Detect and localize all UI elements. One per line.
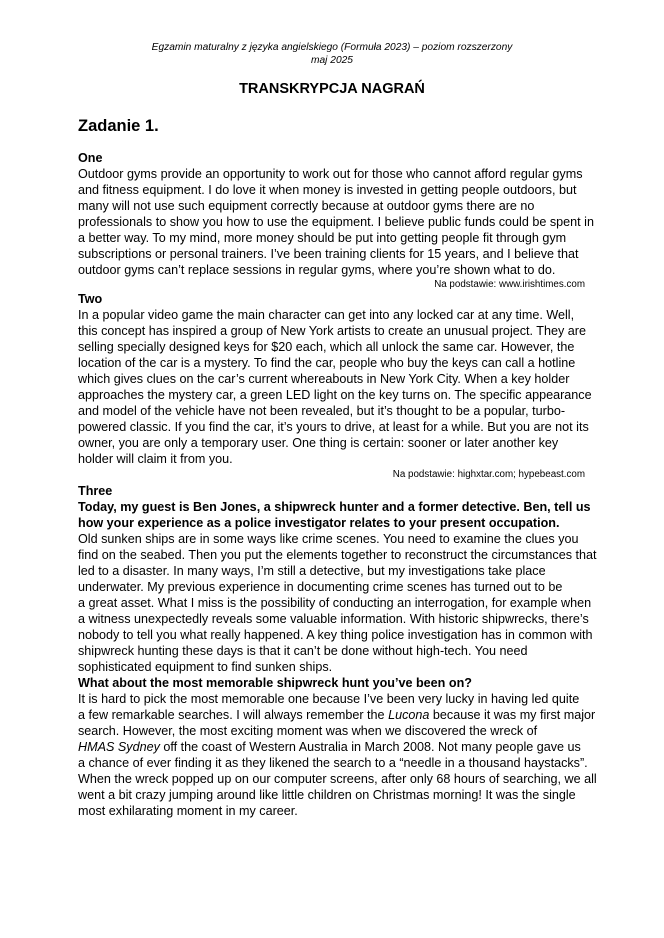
section-one-heading: One — [78, 151, 103, 165]
text-line: a better way. To my mind, more money should be put into getting people fit through gym — [78, 231, 567, 245]
text-line: owner, you are only a temporary user. One thing is certain: sooner or later another key — [78, 436, 559, 450]
text-line: underwater. My previous experience in documenting crime scenes has turned out to be — [78, 580, 563, 594]
text-line: a great asset. What I miss is the possibility of conducting an interrogation, for example when — [78, 596, 592, 610]
text-line: location of the car is a mystery. To find the car, people who buy the keys can call a hotline — [78, 356, 576, 370]
text-line: and model of the vehicle have not been revealed, but it’s thought to be a popular, turbo- — [78, 404, 566, 418]
text-line: In a popular video game the main character can get into any locked car at any time. Well, — [78, 308, 575, 322]
text-line: approaches the mystery car, a green LED light on the key turns on. The specific appearance — [78, 388, 592, 402]
text-segment: off the coast of Western Australia in March 2008. Not many people gave us — [159, 740, 581, 754]
text-line: professionals to show you how to use the equipment. I believe public funds could be spent in — [78, 215, 594, 229]
text-line: nobody to tell you what really happened. A key thing police investigation has in common with — [78, 628, 593, 642]
text-line: holder will claim it from you. — [78, 452, 233, 466]
text-line: and fitness equipment. I do love it when money is invested in getting people outdoors, but — [78, 183, 577, 197]
source-note: Na podstawie: www.irishtimes.com — [434, 279, 585, 290]
text-line: most exhilarating moment in my career. — [78, 804, 298, 818]
text-line: It is hard to pick the most memorable one because I’ve been very lucky in having led quite — [78, 692, 580, 706]
ship-name: Lucona — [388, 708, 430, 722]
text-line — [78, 739, 581, 755]
text-line: Old sunken ships are in some ways like crime scenes. You need to examine the clues you — [78, 532, 579, 546]
text-line: selling specially designed keys for $20 each, which all unlock the same car. However, the — [78, 340, 575, 354]
text-line: this concept has inspired a group of New York artists to create an unusual project. They are — [78, 324, 587, 338]
interviewer-question: Today, my guest is Ben Jones, a shipwreck hunter and a former detective. Ben, tell us — [78, 500, 591, 514]
source-note: Na podstawie: highxtar.com; hypebeast.com — [392, 469, 585, 480]
text-line: find on the seabed. Then you put the elements together to reconstruct the circumstances that — [78, 548, 597, 562]
text-line: a chance of ever finding it as they likened the search to a “needle in a thousand haystacks”. — [78, 756, 588, 770]
text-line: went a bit crazy jumping around like little children on Christmas morning! It was the single — [78, 788, 576, 802]
text-line: search. However, the most exciting moment was when we discovered the wreck of — [78, 724, 538, 738]
exam-date: maj 2025 — [311, 55, 353, 66]
page-title: TRANSKRYPCJA NAGRAŃ — [239, 81, 425, 97]
text-segment: a few remarkable searches. I will always remember the — [78, 708, 389, 722]
text-line: a witness unexpectedly reveals some valuable information. With historic shipwrecks, there’s — [78, 612, 589, 626]
text-line: shipwreck hunting these days is that it can’t be done without high-tech. You need — [78, 644, 528, 658]
text-line: subscriptions or personal trainers. I’ve been training clients for 15 years, and I believe that — [78, 247, 579, 261]
text-line: led to a disaster. In many ways, I’m still a detective, but my investigations take place — [78, 564, 546, 578]
text-segment: because it was my first major — [429, 708, 596, 722]
text-line: powered classic. If you find the car, it’s yours to drive, at least for a while. But you are not its — [78, 420, 589, 434]
text-line: Outdoor gyms provide an opportunity to work out for those who cannot afford regular gyms — [78, 167, 583, 181]
ship-name: HMAS Sydney — [78, 740, 160, 754]
text-line: many will not use such equipment correctly because at outdoor gyms there are no — [78, 199, 535, 213]
text-line: sophisticated equipment to find sunken ships. — [78, 660, 333, 674]
section-three-heading: Three — [78, 484, 113, 498]
task-heading: Zadanie 1. — [78, 117, 159, 135]
section-two-heading: Two — [78, 292, 103, 306]
text-line: which gives clues on the car’s current whereabouts in New York City. When a key holder — [78, 372, 570, 386]
interviewer-question: how your experience as a police investigator relates to your present occupation. — [78, 516, 560, 530]
text-line: outdoor gyms can’t replace sessions in regular gyms, where you’re shown what to do. — [78, 263, 556, 277]
interviewer-question: What about the most memorable shipwreck hunt you’ve been on? — [78, 676, 472, 690]
exam-header-line: Egzamin maturalny z języka angielskiego (Formuła 2023) – poziom rozszerzony — [151, 42, 513, 53]
text-line — [78, 707, 595, 723]
text-line: When the wreck popped up on our computer screens, after only 68 hours of searching, we all — [78, 772, 597, 786]
